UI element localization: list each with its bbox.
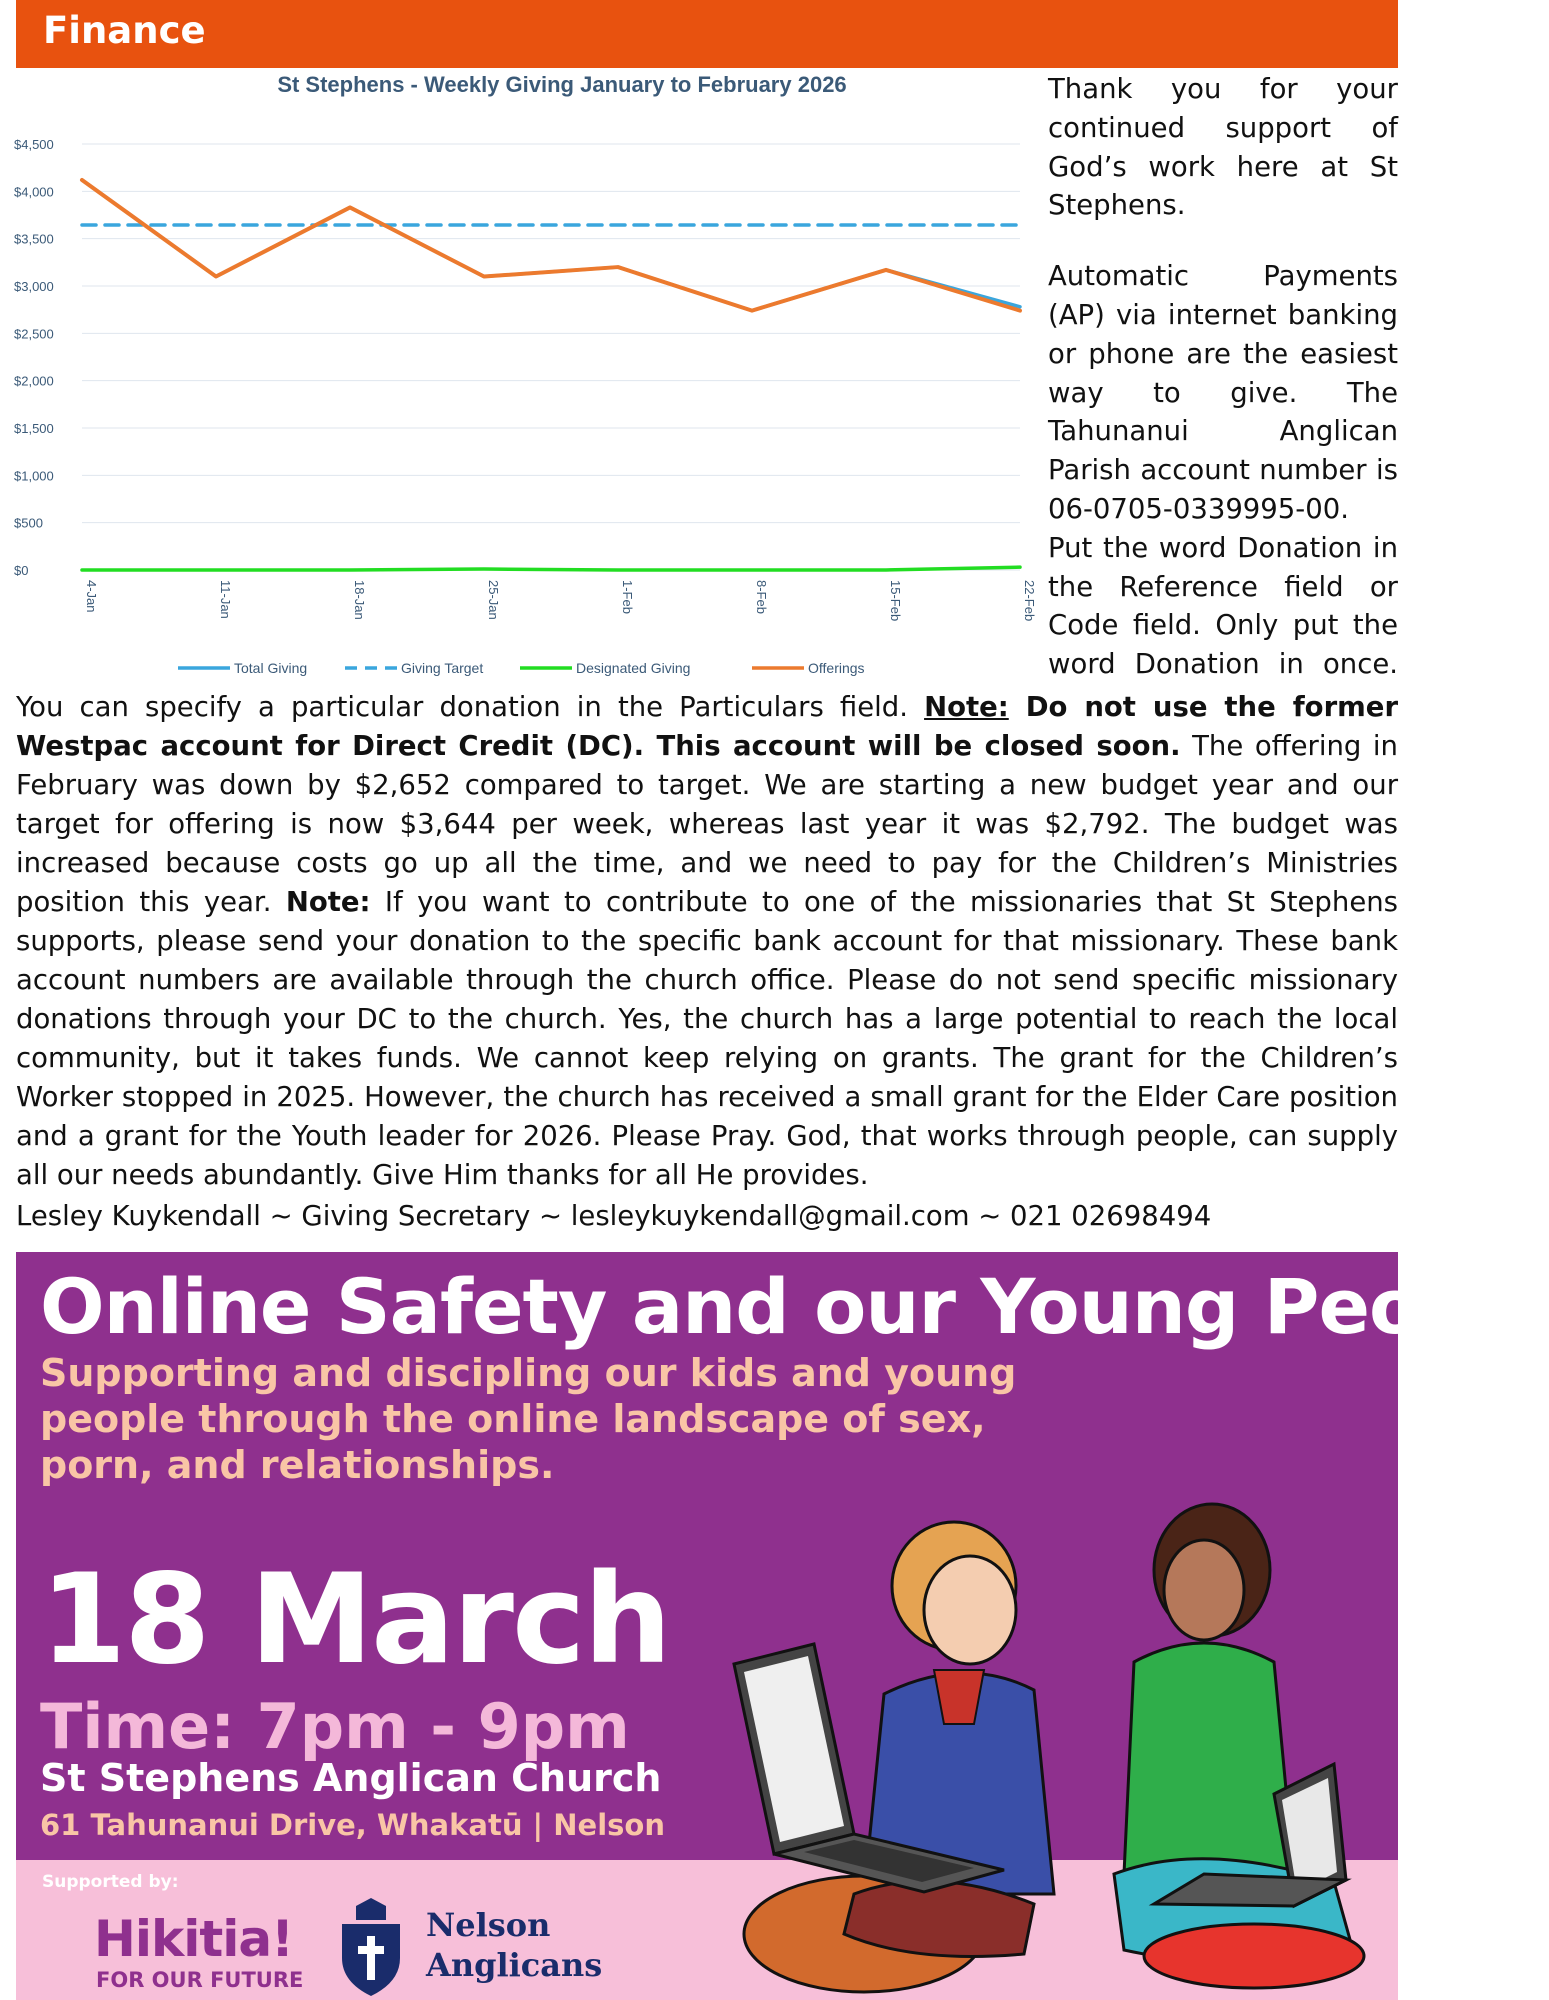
- series-line-designated-giving: [82, 567, 1020, 570]
- legend-label: Giving Target: [401, 660, 484, 676]
- y-tick-label: $2,500: [14, 326, 54, 342]
- x-tick-label: 1-Feb: [620, 580, 635, 614]
- x-tick-label: 18-Jan: [352, 580, 367, 620]
- note-warning: Do not use the former Westpac account for Direct Credit (DC). This account will be closed soon.: [16, 691, 1399, 762]
- chart-title: St Stephens - Weekly Giving January to February 2026: [277, 72, 847, 97]
- giving-chart: [0, 70, 1040, 686]
- note-label-2: Note:: [285, 886, 371, 918]
- section-title: Finance: [43, 9, 206, 52]
- legend-label: Total Giving: [234, 660, 308, 676]
- event-venue: St Stephens Anglican Church: [40, 1756, 662, 1800]
- teens-on-laptops-illustration: [734, 1494, 1394, 2000]
- x-tick-label: 22-Feb: [1022, 580, 1037, 622]
- nelson-anglicans-line2: Anglicans: [426, 1946, 603, 1984]
- series-line-offerings: [82, 180, 1020, 311]
- note-label: Note:: [924, 691, 1009, 723]
- y-tick-label: $500: [14, 515, 43, 531]
- section-header: [16, 0, 1398, 68]
- y-tick-label: $1,000: [14, 468, 54, 484]
- series-line-total-giving: [82, 180, 1020, 311]
- y-tick-label: $2,000: [14, 373, 54, 389]
- x-tick-label: 15-Feb: [888, 580, 903, 622]
- y-tick-label: $3,500: [14, 231, 54, 247]
- hikitia-logo-text: Hikitia!: [94, 1910, 293, 1968]
- y-tick-label: $4,500: [14, 137, 54, 152]
- y-tick-label: $3,000: [14, 279, 54, 294]
- x-tick-label: 8-Feb: [754, 580, 769, 614]
- event-time: Time: 7pm - 9pm: [40, 1690, 630, 1763]
- nelson-anglicans-shield-icon: [336, 1898, 406, 1998]
- event-address: 61 Tahunanui Drive, Whakatū | Nelson: [40, 1808, 665, 1842]
- event-date: 18 March: [40, 1548, 670, 1692]
- ap-paragraph: Automatic Payments (AP) via internet banking or phone are the easiest way to give. The Tahunanui Anglican Parish account number is 06-0705-0339995-00. Put the word Donation in the Reference field or Code field. Only put the word Donation in once.: [1048, 260, 1398, 681]
- chart-svg: [0, 70, 1040, 686]
- y-tick-label: $4,000: [14, 184, 54, 200]
- nelson-anglicans-line1: Nelson: [426, 1906, 551, 1944]
- body-text-2: The offering in February was down by $2,652 compared to target. We are starting a new budget year and our target for offering is now $3,644 per week, whereas last year it was $2,792. The budget was increased because costs go up all the time, and we need to pay for the Children’s Ministries position this year.: [16, 730, 1398, 918]
- y-tick-label: $1,500: [14, 421, 54, 436]
- body-text-3: If you want to contribute to one of the missionaries that St Stephens supports, please send your donation to the specific bank account for that missionary. These bank account numbers are available through the church office. Please do not send specific missionary donations through your DC to the church. Yes, the church has a large potential to reach the local community, but it takes funds. We cannot keep relying on grants. The grant for the Children’s Worker stopped in 2025. However, the church has received a small grant for the Elder Care position and a grant for the Youth leader for 2026. Please Pray. God, that works through people, can supply all our needs abundantly. Give Him thanks for all He provides.: [16, 886, 1398, 1191]
- supported-by-label: Supported by:: [42, 1872, 179, 1892]
- x-tick-label: 11-Jan: [218, 580, 233, 619]
- x-tick-label: 25-Jan: [486, 580, 501, 620]
- hikitia-tagline: FOR OUR FUTURE: [96, 1968, 304, 1992]
- poster-subtitle: Supporting and discipling our kids and young people through the online landscape of sex, porn, and relationships.: [40, 1351, 1017, 1487]
- side-column: [1048, 70, 1398, 684]
- poster-title: Online Safety and our Young People: [40, 1262, 1549, 1351]
- body-text-1: You can specify a particular donation in the Particulars field.: [16, 691, 925, 723]
- x-tick-label: 4-Jan: [84, 580, 99, 613]
- thanks-paragraph: Thank you for your continued support of God’s work here at St Stephens.: [1048, 73, 1398, 222]
- finance-body: [16, 688, 1398, 1195]
- event-poster: [16, 1252, 1549, 2000]
- contact-line: Lesley Kuykendall ~ Giving Secretary ~ lesleykuykendall@gmail.com ~ 021 02698494: [16, 1200, 1212, 1232]
- legend-label: Designated Giving: [576, 660, 691, 676]
- legend-label: Offerings: [808, 660, 865, 676]
- y-tick-label: $0: [14, 563, 29, 578]
